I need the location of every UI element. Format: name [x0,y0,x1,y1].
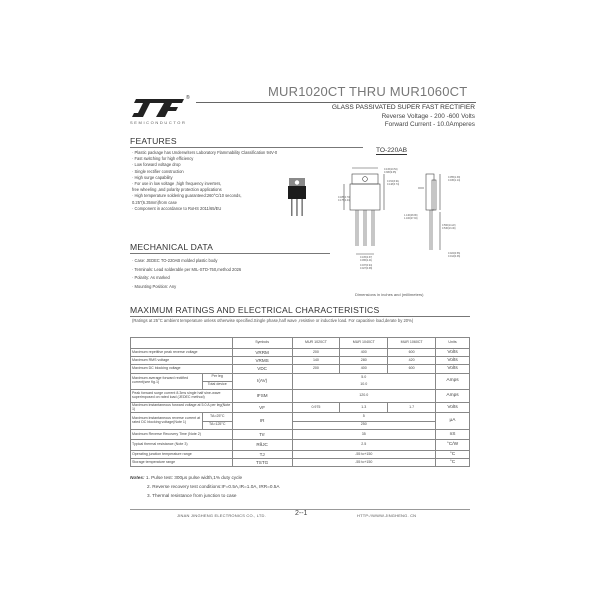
features-title: FEATURES [130,136,177,146]
unit-cell: Volts [436,402,470,413]
svg-text:0.530(13.46): 0.530(13.46) [442,227,456,230]
header-mur1040ct: MUR 1040CT [340,338,388,349]
feature-item: · Fast switching for high efficiency [132,156,194,162]
unit-cell: Volts [436,357,470,365]
unit-cell: °C [436,459,470,467]
table-row [131,413,470,421]
ratings-divider [130,316,470,317]
svg-text:0.027(0.68): 0.027(0.68) [360,267,373,270]
header-mur1060ct: MUR 1060CT [388,338,436,349]
table-row [131,349,470,357]
symbol-cell: VRMS [232,357,292,365]
value-cell: 5 [292,413,436,421]
footer-company: JINAN JINGHENG ELECTRONICS CO., LTD. [177,513,266,518]
note-2: 2. Reverse recovery test conditions:IF=0.5A,IR=1.0A, IRR=0.5A [147,483,280,489]
svg-text:0.037(0.94): 0.037(0.94) [360,264,373,267]
unit-cell: μA [436,413,470,429]
table-row [131,373,470,381]
table-row [131,440,470,451]
value-cell: 400 [340,365,388,373]
mechanical-item: · Case: JEDEC TO-220AB molded plastic body [132,258,218,263]
value-cell: 420 [388,357,436,365]
package-outline-drawing [338,158,478,276]
param-cell: Peak forward surge current 8.3ms single half sine-wave superimposed on rated load (JEDEC method) [131,389,233,402]
svg-text:0.022(0.56): 0.022(0.56) [448,252,461,255]
unit-cell: nS [436,429,470,440]
svg-text:0.095(2.41): 0.095(2.41) [360,259,373,262]
ratings-table [130,337,470,467]
table-header-row [131,338,470,349]
feature-item: · High temperature soldering guaranteed:260°C/10 seconds, [132,193,242,199]
ratings-title: MAXIMUM RATINGS AND ELECTRICAL CHARACTERISTICS [130,305,380,315]
symbol-cell: IR [232,413,292,429]
svg-text:0.415(10.54): 0.415(10.54) [384,168,398,171]
ratings-condition: (Ratings at 25°C ambient temperature unless otherwise specified.Single phase,half wave ,resistive or inductive load. For capacitive load,derate by 20%) [132,318,414,323]
value-cell: -55 to+150 [292,459,436,467]
param-cell: Maximum average forward rectified current(see fig.1) [131,373,203,389]
svg-text:0.560(14.22): 0.560(14.22) [442,224,456,227]
value-cell: -55 to+150 [292,450,436,458]
param-cell: Maximum Reverse Recovery Time (Note 2) [131,429,233,440]
value-cell: 1.7 [388,402,436,413]
features-list [132,150,277,212]
symbol-cell: RθJC [232,440,292,451]
param-cell: Maximum instantaneous forward voltage at 5.0 A per leg(Note 1) [131,402,233,413]
svg-text:0.014(0.36): 0.014(0.36) [448,255,461,258]
svg-text:1.100(27.94): 1.100(27.94) [404,217,418,220]
param-cell: Typical thermal resistance (Note 3) [131,440,233,451]
value-cell: 200 [292,349,340,357]
table-row [131,450,470,458]
symbol-cell: VF [232,402,292,413]
table-row [131,402,470,413]
symbol-cell: TJ [232,450,292,458]
condition-cell: TA=25°C [202,413,232,421]
svg-text:0.105(2.67): 0.105(2.67) [360,256,373,259]
symbol-cell: I(AV) [232,373,292,389]
table-row [131,429,470,440]
svg-text:0.175(4.44): 0.175(4.44) [338,199,351,202]
symbol-cell: Trr [232,429,292,440]
condition-cell: Per leg [202,373,232,381]
svg-text:0.185(4.70): 0.185(4.70) [338,196,351,199]
symbol-cell: VRRM [232,349,292,357]
package-label: TO-220AB [376,147,408,154]
footer-url: HTTP://WWW.JINGHENG. CN [357,513,417,518]
mechanical-item: · Polarity: As marked [132,275,170,281]
svg-text:0.380(9.65): 0.380(9.65) [384,171,397,174]
svg-text:0.148(3.74): 0.148(3.74) [387,183,400,186]
product-subtitle: GLASS PASSIVATED SUPER FAST RECTIFIER [331,104,475,111]
notes-label: Notes: [130,475,145,480]
value-cell: 120.0 [292,389,436,402]
document-title: MUR1020CT THRU MUR1060CT [268,84,468,99]
param-cell: Maximum repetitive peak reverse voltage [131,349,233,357]
mechanical-item: · Terminals: Lead solderable per MIL-STD-750,method 2026 [132,266,242,272]
header-mur1020ct: MUR 1020CT [292,338,340,349]
symbol-cell: VDC [232,365,292,373]
value-cell: 250 [292,421,436,429]
value-cell: 35 [292,429,436,440]
value-cell: 600 [388,365,436,373]
mechanical-divider [130,253,330,254]
condition-cell: Total device [202,381,232,389]
table-cell [131,338,233,349]
table-row [131,389,470,402]
unit-cell: °C [436,450,470,458]
feature-item: · Plastic package has Underwriters Laboratory Flammability Classification 94V-0 [132,150,278,155]
features-divider [130,147,363,148]
param-cell: Operating junction temperature range [131,450,233,458]
value-cell: 2.5 [292,440,436,451]
svg-text:0.154(3.91): 0.154(3.91) [387,180,400,183]
param-cell: Maximum instantaneous reverse current at rated DC blocking voltage(Note 1) [131,413,203,429]
symbol-cell: IFSM [232,389,292,402]
value-cell: 600 [388,349,436,357]
page-number: 2--1 [295,510,308,517]
svg-text:1.140(28.96): 1.140(28.96) [404,214,418,217]
unit-cell: Volts [436,349,470,357]
company-logo [130,97,186,119]
table-row [131,357,470,365]
current-spec: Forward Current - 10.0Amperes [384,121,475,128]
param-cell: Maximum DC blocking voltage [131,365,233,373]
dimension-note: Dimensions in inches and (millimeters) [355,292,424,297]
value-cell: 0.975 [292,402,340,413]
voltage-spec: Reverse Voltage - 200 -600 Volts [381,113,475,120]
feature-item: · Low forward voltage drop [132,162,181,168]
header-symbols: Symbols [232,338,292,349]
feature-item: 0.25"(6.35mm)from case [132,199,177,205]
table-row [131,365,470,373]
feature-item: · For use in low voltage ,high frequency inverters, [132,181,222,187]
mechanical-title: MECHANICAL DATA [130,242,214,252]
header-units: Units [436,338,470,349]
registered-mark: ® [186,95,190,101]
value-cell: 10.0 [292,381,436,389]
unit-cell: Amps [436,373,470,389]
note-3: 3. Thermal resistance from junction to case [147,492,237,498]
param-cell: Maximum RMS voltage [131,357,233,365]
feature-item: · Component in accordance to RoHS 2011/65/EU [132,205,222,211]
notes-block [130,474,280,500]
value-cell: 200 [292,365,340,373]
mechanical-list [132,257,241,291]
symbol-cell: TSTG [232,459,292,467]
value-cell: 400 [340,349,388,357]
condition-cell: TA=125°C [202,421,232,429]
note-1 [130,474,280,483]
table-row [131,459,470,467]
value-cell: 5.0 [292,373,436,381]
component-photo [286,178,308,218]
value-cell: 1.3 [340,402,388,413]
title-underline [196,102,476,103]
param-cell: Storage temperature range [131,459,233,467]
feature-item: free wheeling ,and polarity protection applications [132,187,222,193]
feature-item: · High surge capability [132,174,173,180]
value-cell: 140 [292,357,340,365]
note-1-text: 1. Pulse test: 300μs pulse width,1% duty cycle [145,475,243,480]
value-cell: 280 [340,357,388,365]
svg-text:0.055(1.39): 0.055(1.39) [448,176,461,179]
feature-item: · Single rectifier construction [132,168,184,174]
unit-cell: °C/W [436,440,470,451]
unit-cell: Volts [436,365,470,373]
unit-cell: Amps [436,389,470,402]
logo-subtitle: SEMICONDUCTOR [130,120,187,125]
mechanical-item: · Mounting Position: Any [132,283,177,289]
svg-text:0.045(1.14): 0.045(1.14) [448,179,461,182]
